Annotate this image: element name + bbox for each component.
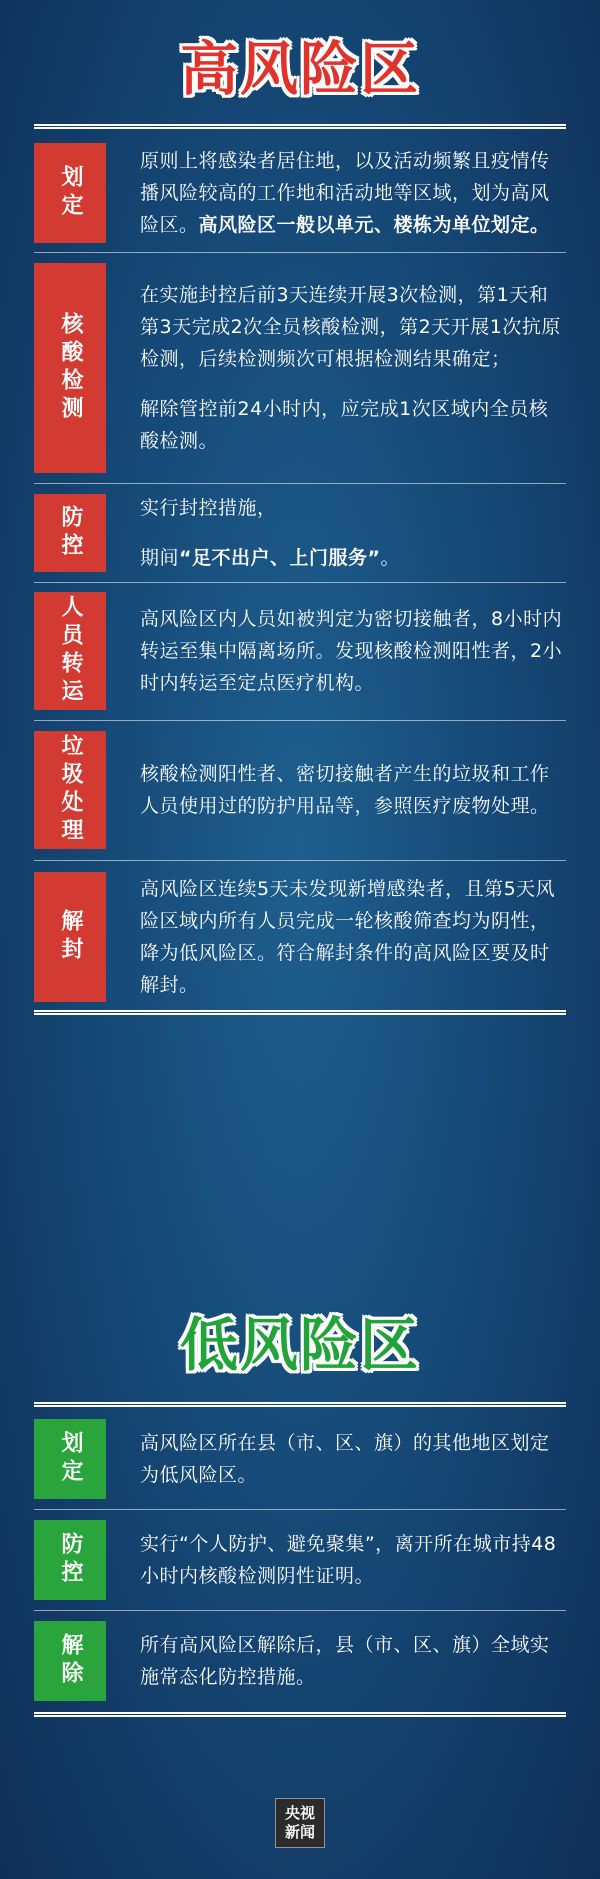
row-content <box>140 731 566 849</box>
low-row-control <box>34 1520 566 1600</box>
row-content <box>140 263 566 473</box>
low-row-designation <box>34 1419 566 1499</box>
row-paragraph <box>140 758 566 822</box>
text: 在实施封控后前3天连续开展3次检测，第1天和第3天完成2次全员核酸检测，第2天开展1次抗原检测，后续检测频次可根据检测结果确定； <box>140 284 561 370</box>
bottom-rule-low <box>34 1712 566 1717</box>
high-row-transfer <box>34 592 566 710</box>
row-paragraph <box>140 393 566 457</box>
row-paragraph <box>140 542 566 574</box>
row-paragraph <box>140 492 566 524</box>
row-paragraph <box>140 145 566 241</box>
row-label-box <box>34 263 106 473</box>
row-label: 核酸检测 <box>58 312 83 424</box>
text: 高风险区所在县（市、区、旗）的其他地区划定为低风险区。 <box>140 1432 550 1486</box>
separator <box>34 582 566 583</box>
separator <box>34 1610 566 1611</box>
row-label-box <box>34 143 106 243</box>
text: 高风险区内人员如被判定为密切接触者，8小时内转运至集中隔离场所。发现核酸检测阳性者，2小时内转运至定点医疗机构。 <box>140 608 563 694</box>
row-paragraph <box>140 1528 566 1592</box>
separator <box>34 1509 566 1510</box>
row-content <box>140 1419 566 1499</box>
separator <box>34 483 566 484</box>
high-row-unseal <box>34 872 566 1002</box>
row-label: 防控 <box>58 1532 83 1588</box>
row-label: 划定 <box>58 165 83 221</box>
text: 解除管控前24小时内，应完成1次区域内全员核酸检测。 <box>140 398 549 452</box>
row-content <box>140 143 566 243</box>
text: 期间 <box>140 547 180 569</box>
row-paragraph <box>140 279 566 375</box>
row-label: 划定 <box>58 1431 83 1487</box>
bold-text: 高风险区一般以单元、楼栋为单位划定。 <box>198 214 550 236</box>
row-label-box <box>34 494 106 572</box>
logo-line-2: 新闻 <box>284 1823 315 1841</box>
row-content <box>140 1621 566 1701</box>
row-label: 防控 <box>58 505 83 561</box>
high-row-designation <box>34 143 566 243</box>
text: 。 <box>380 547 401 569</box>
separator <box>34 252 566 253</box>
row-content <box>140 592 566 710</box>
row-label-box <box>34 592 106 710</box>
row-label-box <box>34 1621 106 1701</box>
row-content <box>140 872 566 1002</box>
high-risk-title: 高风险区 <box>179 35 420 103</box>
separator <box>34 860 566 861</box>
row-content <box>140 1520 566 1600</box>
row-label-box <box>34 872 106 1002</box>
low-row-lift <box>34 1621 566 1701</box>
row-paragraph <box>140 603 566 699</box>
low-risk-title: 低风险区 <box>179 1311 420 1379</box>
row-paragraph <box>140 1629 566 1693</box>
row-label: 解封 <box>58 909 83 965</box>
logo-line-1: 央视 <box>284 1804 315 1822</box>
text: 高风险区连续5天未发现新增感染者，且第5天风险区域内所有人员完成一轮核酸筛查均为阴性，降为低风险区。符合解封条件的高风险区要及时解封。 <box>140 878 556 996</box>
row-label: 人员转运 <box>58 595 83 707</box>
text: 实行封控措施， <box>140 497 277 519</box>
separator <box>34 720 566 721</box>
text: 核酸检测阳性者、密切接触者产生的垃圾和工作人员使用过的防护用品等，参照医疗废物处理。 <box>140 763 550 817</box>
text: 实行“个人防护、避免聚集”，离开所在城市持48小时内核酸检测阴性证明。 <box>140 1533 557 1587</box>
high-row-nucleic-test <box>34 263 566 473</box>
top-rule-high <box>34 124 566 129</box>
cctv-news-logo <box>275 1798 325 1848</box>
row-label: 解除 <box>58 1633 83 1689</box>
text: 所有高风险区解除后，县（市、区、旗）全域实施常态化防控措施。 <box>140 1634 550 1688</box>
row-label-box <box>34 1419 106 1499</box>
row-label-box <box>34 1520 106 1600</box>
row-content <box>140 494 566 572</box>
high-row-control <box>34 494 566 572</box>
row-paragraph <box>140 1427 566 1491</box>
bold-text: “足不出户、上门服务” <box>179 547 381 569</box>
row-label: 垃圾处理 <box>58 734 83 846</box>
top-rule-low <box>34 1402 566 1407</box>
bottom-rule-high <box>34 1010 566 1015</box>
high-row-waste <box>34 731 566 849</box>
row-paragraph <box>140 873 566 1001</box>
row-label-box <box>34 731 106 849</box>
text: 原则上将感染者居住地，以及活动频繁且疫情传播风险较高的工作地和活动地等区域，划为高风险区。 <box>140 150 550 236</box>
